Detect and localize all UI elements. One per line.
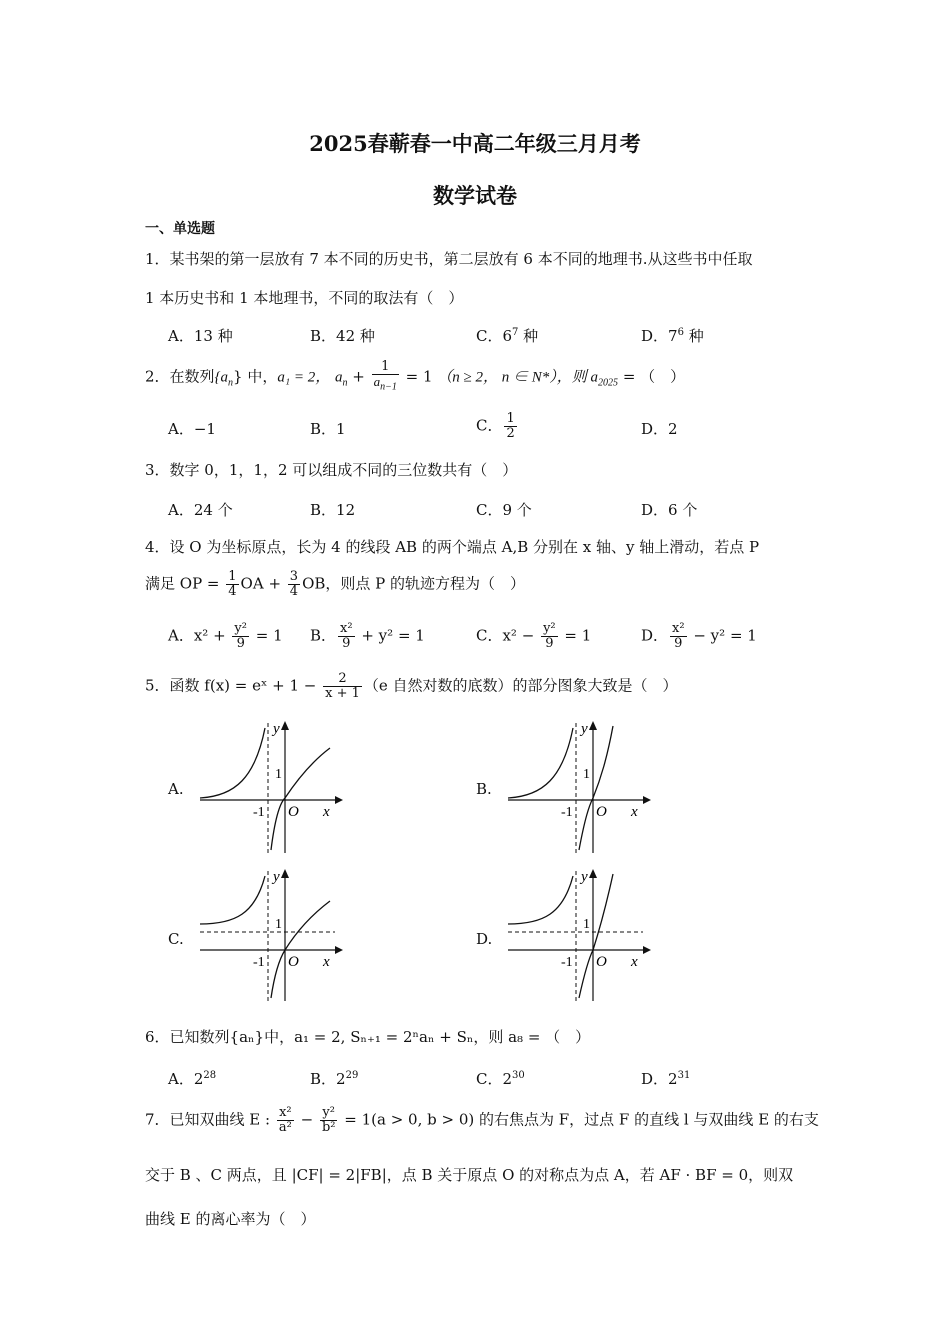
section-heading: 一、单选题 (145, 221, 215, 237)
q1-option-d: D．$7^6$ 种 (641, 327, 704, 345)
graph-d-y: y (581, 869, 588, 885)
q4-line2: 满足 OP = $\frac{1}{4}$ OA + $\frac{3}{4}$ OB，则点 P 的轨迹方程为（ ） (145, 569, 526, 599)
exam-title: 2025春蕲春一中高二年级三月月考 (309, 131, 641, 156)
q3-option-c: C．9 个 (476, 501, 532, 519)
graph-b-y: y (581, 721, 588, 737)
graph-c-label: C. (168, 930, 184, 948)
q6-option-d: D．$2^{31}$ (641, 1070, 691, 1088)
q3-stem: 3．数字 0，1，1，2 可以组成不同的三位数共有（ ） (145, 461, 518, 479)
q7-line2: 交于 B 、C 两点，且 |CF| = 2|FB|，点 B 关于原点 O 的对称点为点 A，若 AF · BF = 0，则双 (145, 1166, 794, 1184)
q2-option-a: A．−1 (168, 420, 216, 438)
graph-d-x: x (631, 954, 638, 970)
graph-c-neg1: -1 (253, 955, 265, 970)
graph-a (195, 718, 345, 858)
q6-option-b: B．$2^{29}$ (310, 1070, 359, 1088)
q4-option-d: D． $\frac{\text{x²}}{9}$ − y² = 1 (641, 621, 757, 651)
q4-option-c: C．x² − $\frac{\text{y²}}{9}$ = 1 (476, 621, 592, 651)
q4-option-a: A．x² + $\frac{\text{y²}}{9}$ = 1 (168, 621, 283, 651)
q3-option-d: D．6 个 (641, 501, 698, 519)
q1-option-b: B．42 种 (310, 327, 375, 345)
q2-option-c: C． $\frac{1}{2}$ (476, 411, 515, 441)
graph-b (503, 718, 653, 858)
graph-a-label: A. (168, 780, 184, 798)
q3-option-a: A．24 个 (168, 501, 233, 519)
q2-stem: 2．在数列$\{a_n\}$ 中，a₁ = 2， $a_n$ + $\frac{1}{a_{n-1}}$ = 1 （n ≥ 2， n ∈ N*），则 $a_{2025}$ = （ ） (145, 359, 686, 393)
graph-b-x: x (631, 804, 638, 820)
q6-option-a: A．$2^{28}$ (168, 1070, 217, 1088)
graph-c-x: x (323, 954, 330, 970)
graph-a-neg1: -1 (253, 805, 265, 820)
graph-b-origin: O (596, 804, 607, 820)
exam-subtitle: 数学试卷 (433, 183, 517, 208)
graph-c-one: 1 (275, 917, 282, 932)
q6-option-c: C．$2^{30}$ (476, 1070, 525, 1088)
q1-line1: 1．某书架的第一层放有 7 本不同的历史书，第二层放有 6 本不同的地理书.从这些书中任取 (145, 250, 753, 268)
q7-line3: 曲线 E 的离心率为（ ） (145, 1210, 316, 1228)
q7-line1: 7．已知双曲线 E : $\frac{\text{x²}}{\text{a²}}$ − $\frac{\text{y²}}{\text{b²}}$ = 1(a > 0, b > 0) 的右焦点为 F，过点 F 的直线 l 与双曲线 E 的右支 (145, 1105, 819, 1135)
graph-a-y: y (273, 721, 280, 737)
graph-d-one: 1 (583, 917, 590, 932)
graph-b-one: 1 (583, 767, 590, 782)
graph-d-label: D. (476, 930, 493, 948)
q2-option-d: D．2 (641, 420, 678, 438)
q2-option-b: B．1 (310, 420, 346, 438)
q1-line2: 1 本历史书和 1 本地理书，不同的取法有（ ） (145, 289, 464, 307)
graph-a-origin: O (288, 804, 299, 820)
q4-line1: 4．设 O 为坐标原点，长为 4 的线段 AB 的两个端点 A,B 分别在 x 轴、y 轴上滑动，若点 P (145, 538, 760, 556)
graph-c (195, 866, 345, 1006)
q1-option-c: C．$6^7$ 种 (476, 327, 539, 345)
graph-a-x: x (323, 804, 330, 820)
q1-option-a: A．13 种 (168, 327, 233, 345)
q5-stem: 5．函数 f(x) = eˣ + 1 − $\frac{2}{x + 1}$ （e 自然对数的底数）的部分图象大致是（ ） (145, 671, 678, 701)
graph-c-y: y (273, 869, 280, 885)
graph-a-one: 1 (275, 767, 282, 782)
graph-c-origin: O (288, 954, 299, 970)
q4-option-b: B． $\frac{\text{x²}}{9}$ + y² = 1 (310, 621, 425, 651)
graph-d-neg1: -1 (561, 955, 573, 970)
graph-d-origin: O (596, 954, 607, 970)
q3-option-b: B．12 (310, 501, 356, 519)
graph-b-label: B. (476, 780, 492, 798)
q6-stem: 6．已知数列{aₙ}中，a₁ = 2, Sₙ₊₁ = 2ⁿaₙ + Sₙ，则 a₈ = （ ） (145, 1028, 591, 1046)
graph-b-neg1: -1 (561, 805, 573, 820)
graph-d (503, 866, 653, 1006)
